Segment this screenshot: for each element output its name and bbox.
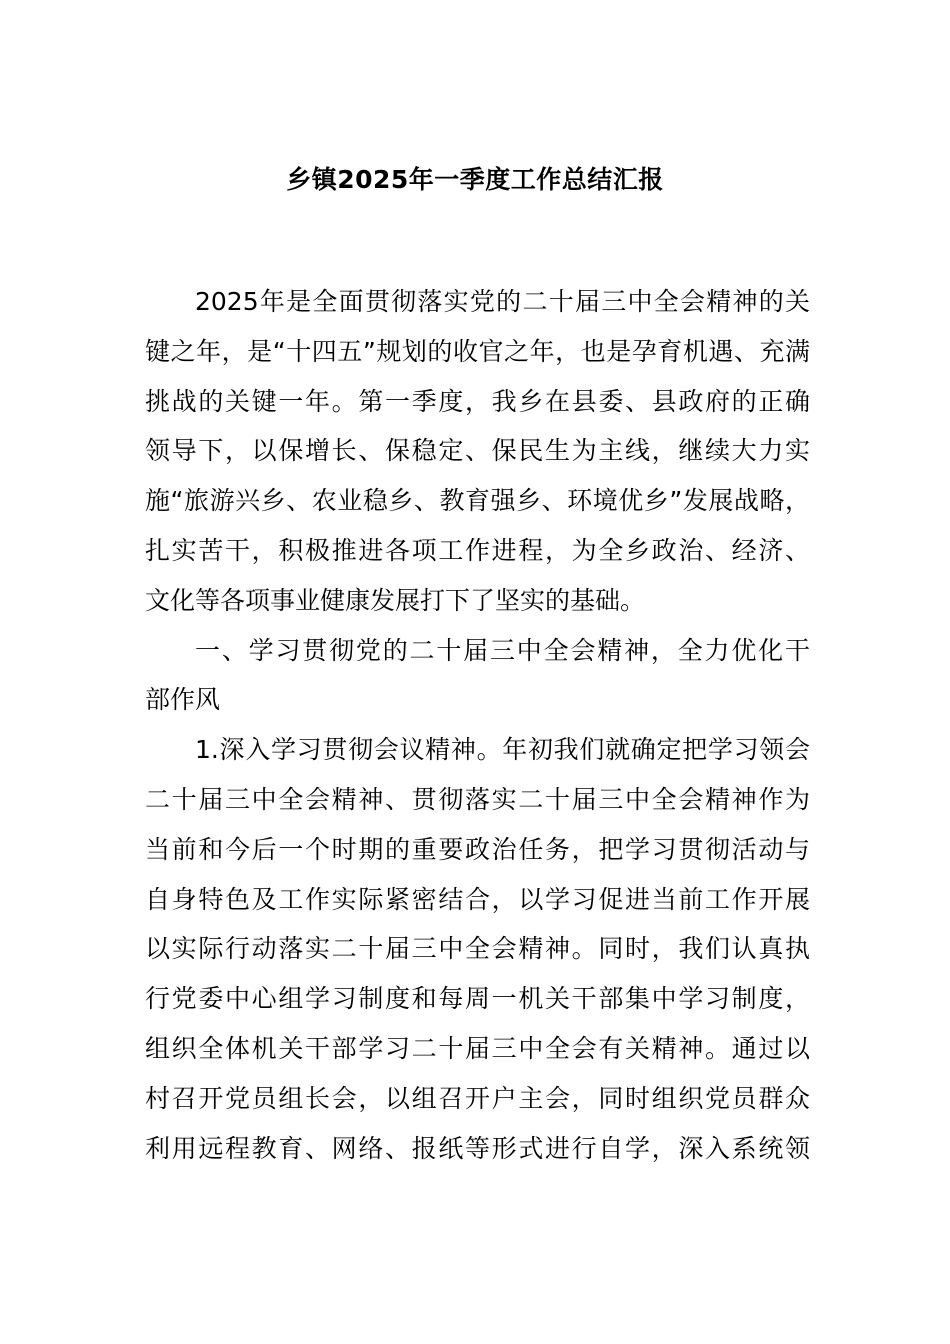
paragraph-line: 组织全体机关干部学习二十届三中全会有关精神。通过以 — [145, 1034, 810, 1063]
paragraph-line: 行党委中心组学习制度和每周一机关干部集中学习制度， — [145, 984, 810, 1013]
paragraph-line: 2025年是全面贯彻落实党的二十届三中全会精神的关 — [195, 287, 810, 316]
section-heading-line: 一、学习贯彻党的二十届三中全会精神，全力优化干 — [195, 636, 810, 665]
paragraph-line: 文化等各项事业健康发展打下了坚实的基础。 — [145, 586, 646, 615]
paragraph-line: 村召开党员组长会，以组召开户主会，同时组织党员群众 — [145, 1084, 810, 1113]
paragraph-line: 键之年，是“十四五”规划的收官之年，也是孕育机遇、充满 — [145, 337, 810, 366]
paragraph-line: 利用远程教育、网络、报纸等形式进行自学，深入系统领 — [145, 1134, 810, 1163]
section-heading-line: 部作风 — [145, 685, 221, 714]
paragraph-line: 施“旅游兴乡、农业稳乡、教育强乡、环境优乡”发展战略， — [145, 486, 810, 515]
paragraph-line: 挑战的关键一年。第一季度，我乡在县委、县政府的正确 — [145, 387, 810, 416]
document-title: 乡镇2025年一季度工作总结汇报 — [286, 165, 664, 194]
paragraph-line: 领导下，以保增长、保稳定、保民生为主线，继续大力实 — [145, 436, 810, 465]
paragraph-line: 自身特色及工作实际紧密结合，以学习促进当前工作开展 — [145, 885, 810, 914]
paragraph-line: 二十届三中全会精神、贯彻落实二十届三中全会精神作为 — [145, 785, 810, 814]
paragraph-line: 1.深入学习贯彻会议精神。年初我们就确定把学习领会 — [195, 735, 810, 764]
paragraph-line: 扎实苦干，积极推进各项工作进程，为全乡政治、经济、 — [145, 536, 810, 565]
paragraph-line: 以实际行动落实二十届三中全会精神。同时，我们认真执 — [145, 934, 810, 963]
paragraph-line: 当前和今后一个时期的重要政治任务，把学习贯彻活动与 — [145, 835, 810, 864]
